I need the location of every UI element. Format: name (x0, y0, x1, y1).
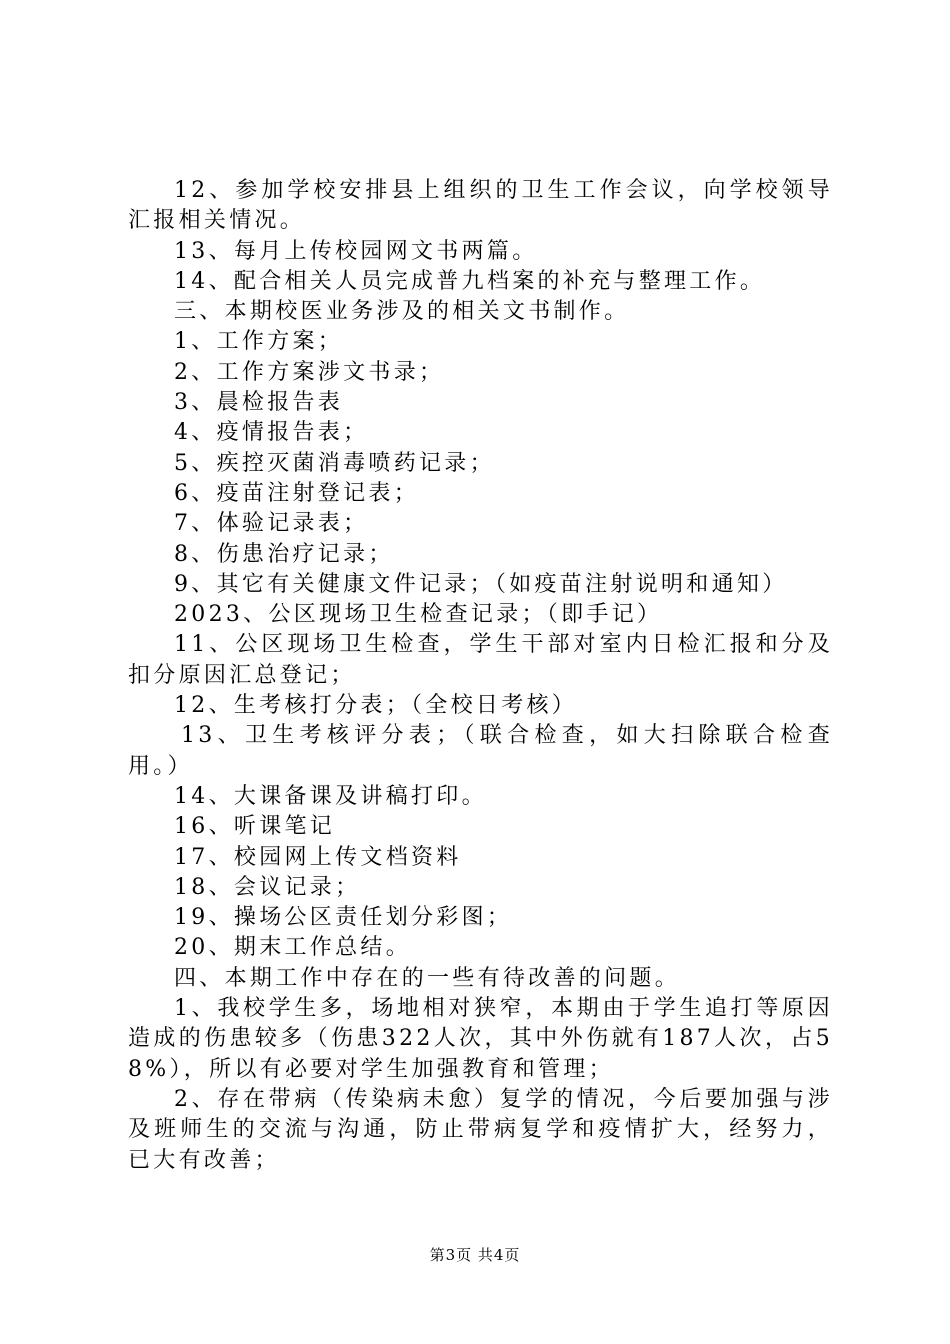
list-item: 7、体验记录表； (174, 511, 369, 537)
list-item: 2023、公区现场卫生检查记录；（即手记） (174, 602, 663, 628)
list-item: 13、卫生考核评分表；（联合检查，如大扫除联合检查用。） (128, 723, 833, 779)
list-item: 11、公区现场卫生检查，学生干部对室内日检汇报和分及扣分原因汇总登记； (128, 632, 833, 688)
list-item: 3、晨检报告表 (174, 390, 344, 416)
list-item: 6、疫苗注射登记表； (174, 480, 419, 506)
section-heading: 三、本期校医业务涉及的相关文书制作。 (174, 299, 630, 325)
paragraph: 14、配合相关人员完成普九档案的补充与整理工作。 (174, 268, 766, 294)
list-item: 4、疫情报告表； (174, 420, 369, 446)
document-body (128, 176, 833, 1176)
list-item: 9、其它有关健康文件记录；（如疫苗注射说明和通知） (174, 571, 788, 597)
list-item: 14、大课备课及讲稿打印。 (174, 783, 487, 809)
list-item: 8、伤患治疗记录； (174, 541, 394, 567)
list-item: 20、期末工作总结。 (174, 935, 411, 961)
paragraph: 2、存在带病（传染病未愈）复学的情况，今后要加强与涉及班师生的交流与沟通，防止带病复学和疫情扩大，经努力，已大有改善； (128, 1086, 833, 1173)
list-item: 2、工作方案涉文书录； (174, 359, 445, 385)
list-item: 19、操场公区责任划分彩图； (174, 905, 513, 931)
paragraph: 12、参加学校安排县上组织的卫生工作会议，向学校领导汇报相关情况。 (128, 178, 833, 234)
section-heading: 四、本期工作中存在的一些有待改善的问题。 (174, 965, 681, 991)
paragraph: 13、每月上传校园网文书两篇。 (174, 238, 538, 264)
list-item: 5、疾控灭菌消毒喷药记录； (174, 450, 495, 476)
list-item: 1、工作方案； (174, 329, 344, 355)
paragraph: 1、我校学生多，场地相对狭窄，本期由于学生追打等原因造成的伤患较多（伤患322人次，其中外伤就有187人次，占58%），所以有必要对学生加强教育和管理； (128, 996, 833, 1082)
page-footer: 第3页 共4页 (429, 1246, 521, 1264)
list-item: 12、生考核打分表；（全校日考核） (174, 693, 578, 719)
list-item: 16、听课笔记 (174, 814, 336, 840)
list-item: 18、会议记录； (174, 874, 361, 900)
list-item: 17、校园网上传文档资料 (174, 844, 462, 870)
